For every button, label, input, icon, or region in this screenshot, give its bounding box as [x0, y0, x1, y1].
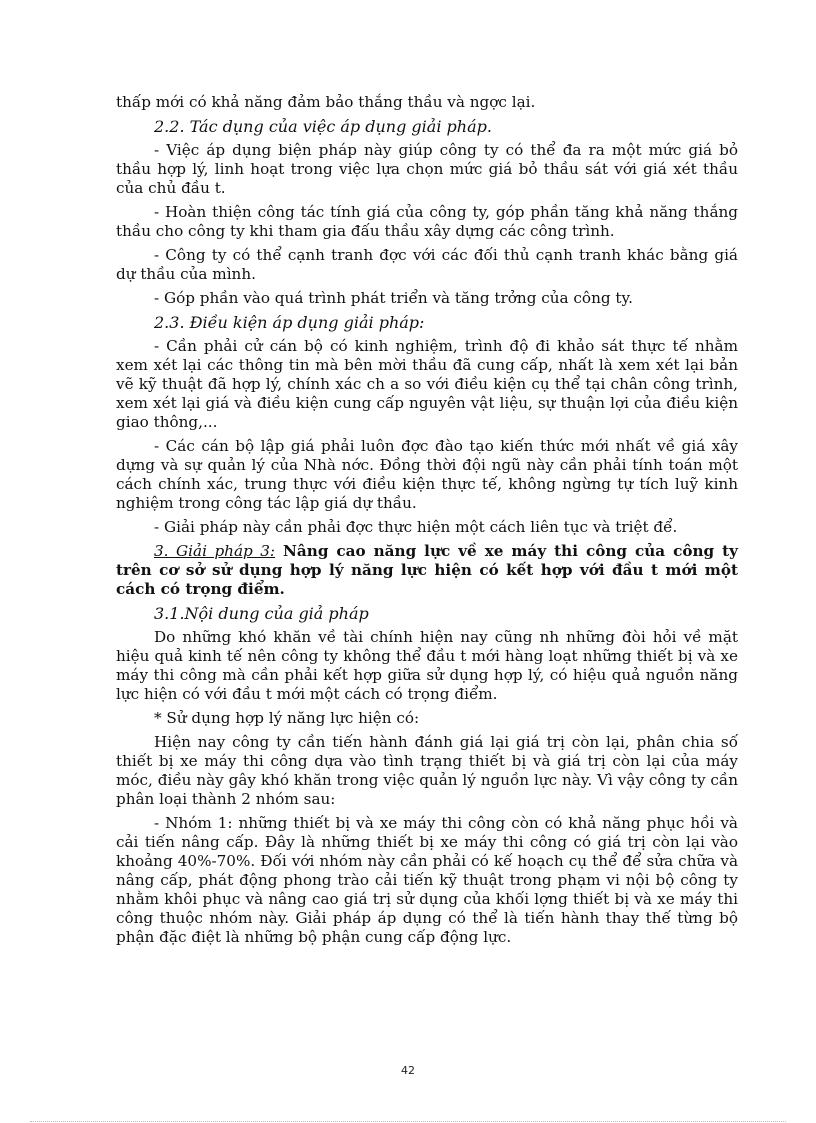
paragraph: Hiện nay công ty cần tiến hành đánh giá lại giá trị còn lại, phân chia số thiết bị xe máy thi công dựa vào tình trạng thiết bị và giá trị còn lại của máy móc, điều này gây khó khăn trong việc quản lý nguồn lực này. Vì vậy công ty cần phân loại thành 2 nhóm sau: [116, 733, 738, 808]
paragraph: * Sử dụng hợp lý năng lực hiện có: [154, 709, 420, 727]
paragraph: - Cần phải cử cán bộ có kinh nghiệm, trình độ đi khảo sát thực tế nhằm xem xét lại các thông tin mà bên mời thầu đã cung cấp, nhất là xem xét lại bản vẽ kỹ thuật đã hợp lý, chính xác ch a so với điều kiện cụ thể tại chân công trình, xem xét lại giá và điều kiện cung cấp nguyên vật liệu, sự thuận lợi của điều kiện giao thông,... [116, 337, 738, 431]
solution-3-heading [116, 542, 738, 599]
page-body [116, 93, 738, 952]
paragraph: Do những khó khăn về tài chính hiện nay cũng nh những đòi hỏi về mặt hiệu quả kinh tế nên công ty không thể đầu t mới hàng loạt những thiết bị và xe máy thi công mà cần phải kết hợp giữa sử dụng hợp lý, có hiệu quả nguồn năng lực hiện có với đầu t mới một cách có trọng điểm. [116, 628, 738, 703]
paragraph: - Việc áp dụng biện pháp này giúp công ty có thể đa ra một mức giá bỏ thầu hợp lý, linh hoạt trong việc lựa chọn mức giá bỏ thầu sát với giá xét thầu của chủ đầu t. [116, 141, 738, 197]
page-bottom-divider [30, 1121, 786, 1122]
paragraph: - Công ty có thể cạnh tranh đợc với các đối thủ cạnh tranh khác bằng giá dự thầu của mình. [116, 246, 738, 283]
page-number: 42 [401, 1064, 415, 1077]
paragraph: - Góp phần vào quá trình phát triển và tăng trởng của công ty. [154, 289, 633, 307]
section-heading-3-1: 3.1.Nội dung của giả pháp [154, 604, 369, 623]
solution-3-title: Nâng cao năng lực về xe máy thi công của công ty trên cơ sở sử dụng hợp lý năng lực hiện có kết hợp với đầu t mới một cách có trọng điểm. [116, 542, 738, 598]
paragraph: - Giải pháp này cần phải đợc thực hiện một cách liên tục và triệt để. [154, 518, 678, 536]
section-heading-2-2: 2.2. Tác dụng của việc áp dụng giải pháp. [154, 117, 492, 136]
paragraph: - Các cán bộ lập giá phải luôn đợc đào tạo kiến thức mới nhất về giá xây dựng và sự quản lý của Nhà nớc. Đồng thời đội ngũ này cần phải tính toán một cách chính xác, trung thực với điều kiện thực tế, không ngừng tự tích luỹ kinh nghiệm trong công tác lập giá dự thầu. [116, 437, 738, 512]
solution-3-label: 3. Giải pháp 3: [154, 542, 276, 560]
paragraph-continuation: thấp mới có khả năng đảm bảo thắng thầu và ngợc lại. [116, 93, 536, 111]
paragraph: - Nhóm 1: những thiết bị và xe máy thi công còn có khả năng phục hồi và cải tiến nâng cấp. Đây là những thiết bị xe máy thi công có giá trị còn lại vào khoảng 40%-70%. Đối với nhóm này cần phải có kế hoạch cụ thể để sửa chữa và nâng cấp, phát động phong trào cải tiến kỹ thuật trong phạm vi nội bộ công ty nhằm khôi phục và nâng cao giá trị sử dụng của khối lợng thiết bị và xe máy thi công thuộc nhóm này. Giải pháp áp dụng có thể là tiến hành thay thế từng bộ phận đặc điệt là những bộ phận cung cấp động lực. [116, 814, 738, 946]
section-heading-2-3: 2.3. Điều kiện áp dụng giải pháp: [154, 313, 425, 332]
paragraph: - Hoàn thiện công tác tính giá của công ty, góp phần tăng khả năng thắng thầu cho công ty khi tham gia đấu thầu xây dựng các công trình. [116, 203, 738, 240]
